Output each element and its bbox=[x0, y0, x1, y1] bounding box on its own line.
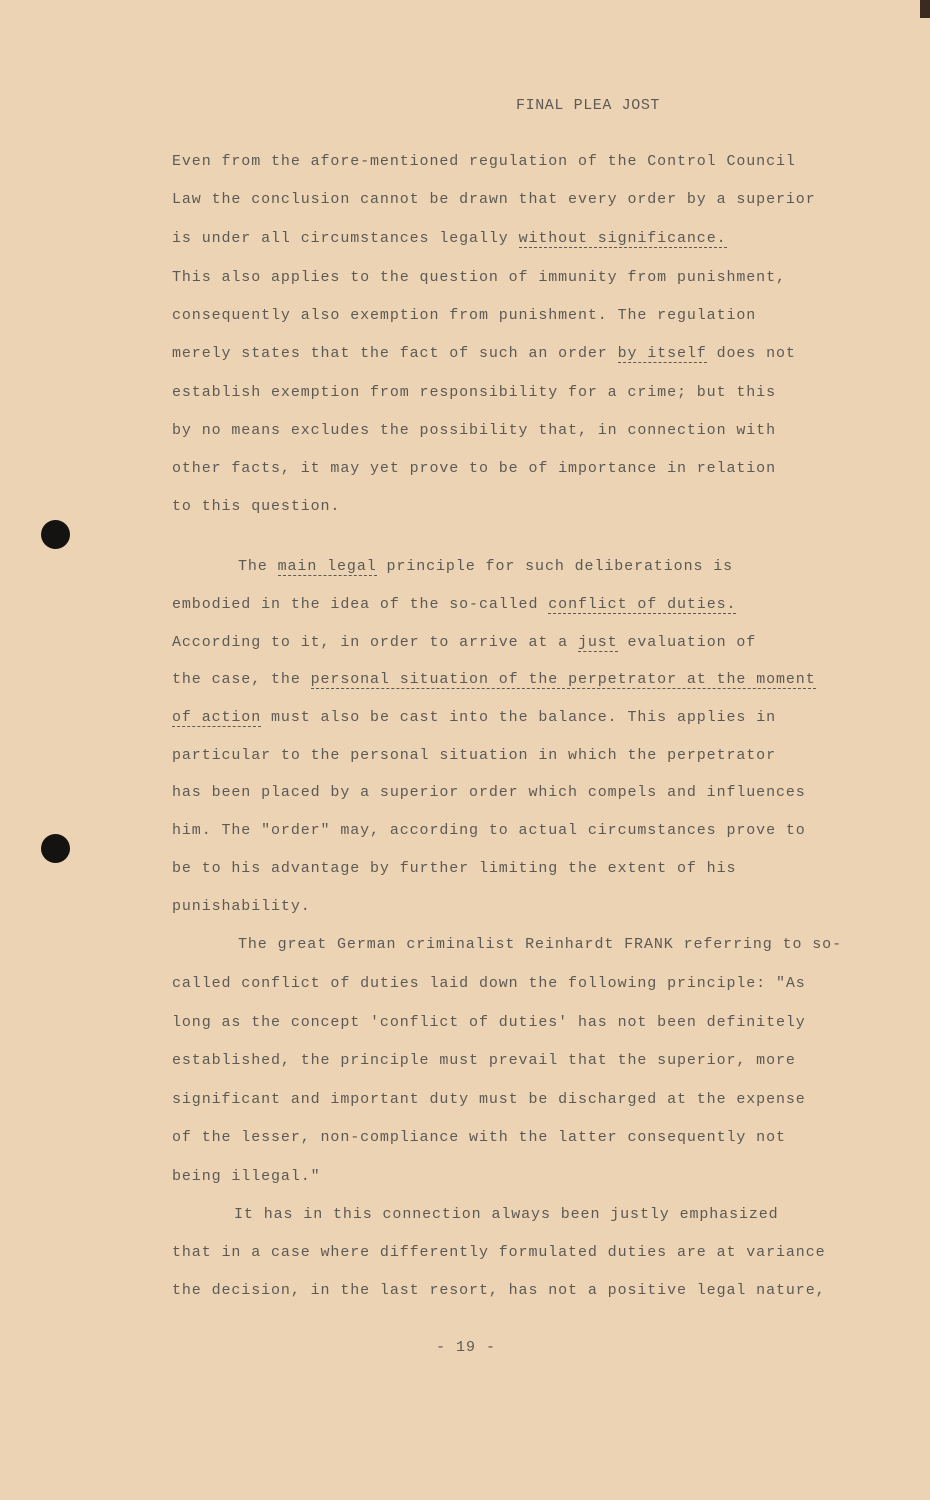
underlined-phrase: personal situation of the perpetrator at the moment bbox=[310, 671, 816, 688]
line-segment: embodied in the idea of the so-called bbox=[172, 596, 549, 613]
text-line: particular to the personal situation in which the perpetrator bbox=[172, 747, 776, 764]
underlined-phrase: main legal bbox=[277, 558, 377, 575]
text-line: has been placed by a superior order which compels and influences bbox=[172, 784, 806, 801]
text-line: It has in this connection always been justly emphasized bbox=[234, 1206, 779, 1223]
text-line: to this question. bbox=[172, 498, 341, 515]
underlined-phrase: by itself bbox=[617, 345, 707, 362]
text-line: the decision, in the last resort, has not a positive legal nature, bbox=[172, 1282, 826, 1299]
text-line: This also applies to the question of immunity from punishment, bbox=[172, 269, 786, 286]
text-line bbox=[238, 557, 733, 577]
binder-hole bbox=[41, 520, 70, 549]
text-line: punishability. bbox=[172, 898, 311, 915]
text-line bbox=[172, 595, 736, 615]
page-number: - 19 - bbox=[436, 1339, 497, 1356]
text-line bbox=[172, 229, 727, 249]
underlined-phrase: just bbox=[577, 634, 618, 651]
text-line bbox=[172, 708, 776, 728]
line-segment: evaluation of bbox=[617, 634, 757, 651]
page-header: FINAL PLEA JOST bbox=[516, 97, 661, 114]
text-line: other facts, it may yet prove to be of importance in relation bbox=[172, 460, 776, 477]
line-segment: is under all circumstances legally bbox=[172, 230, 519, 247]
text-line: him. The "order" may, according to actual circumstances prove to bbox=[172, 822, 806, 839]
text-line: Law the conclusion cannot be drawn that every order by a superior bbox=[172, 191, 816, 208]
underlined-phrase: without significance. bbox=[518, 230, 727, 247]
page-corner-mark bbox=[920, 0, 930, 18]
text-line: established, the principle must prevail that the superior, more bbox=[172, 1052, 796, 1069]
text-line: being illegal." bbox=[172, 1168, 321, 1185]
line-segment: must also be cast into the balance. This applies in bbox=[261, 709, 777, 726]
text-line: Even from the afore-mentioned regulation of the Control Council bbox=[172, 153, 796, 170]
text-line: that in a case where differently formulated duties are at variance bbox=[172, 1244, 826, 1261]
text-line: long as the concept 'conflict of duties' has not been definitely bbox=[172, 1014, 806, 1031]
line-segment: merely states that the fact of such an order bbox=[172, 345, 618, 362]
text-line bbox=[172, 344, 796, 364]
underlined-phrase: of action bbox=[172, 709, 262, 726]
text-line bbox=[172, 670, 816, 690]
line-segment: According to it, in order to arrive at a bbox=[172, 634, 578, 651]
text-line: The great German criminalist Reinhardt FRANK referring to so- bbox=[238, 936, 842, 953]
line-segment: does not bbox=[706, 345, 796, 362]
underlined-phrase: conflict of duties. bbox=[548, 596, 737, 613]
text-line: establish exemption from responsibility for a crime; but this bbox=[172, 384, 776, 401]
line-segment: the case, the bbox=[172, 671, 311, 688]
binder-hole bbox=[41, 834, 70, 863]
text-line: of the lesser, non-compliance with the latter consequently not bbox=[172, 1129, 786, 1146]
line-segment: The bbox=[238, 558, 278, 575]
text-line: consequently also exemption from punishment. The regulation bbox=[172, 307, 757, 324]
line-segment: principle for such deliberations is bbox=[376, 558, 734, 575]
text-line bbox=[172, 633, 756, 653]
text-line: called conflict of duties laid down the following principle: "As bbox=[172, 975, 806, 992]
text-line: significant and important duty must be discharged at the expense bbox=[172, 1091, 806, 1108]
text-line: be to his advantage by further limiting the extent of his bbox=[172, 860, 737, 877]
text-line: by no means excludes the possibility that, in connection with bbox=[172, 422, 776, 439]
